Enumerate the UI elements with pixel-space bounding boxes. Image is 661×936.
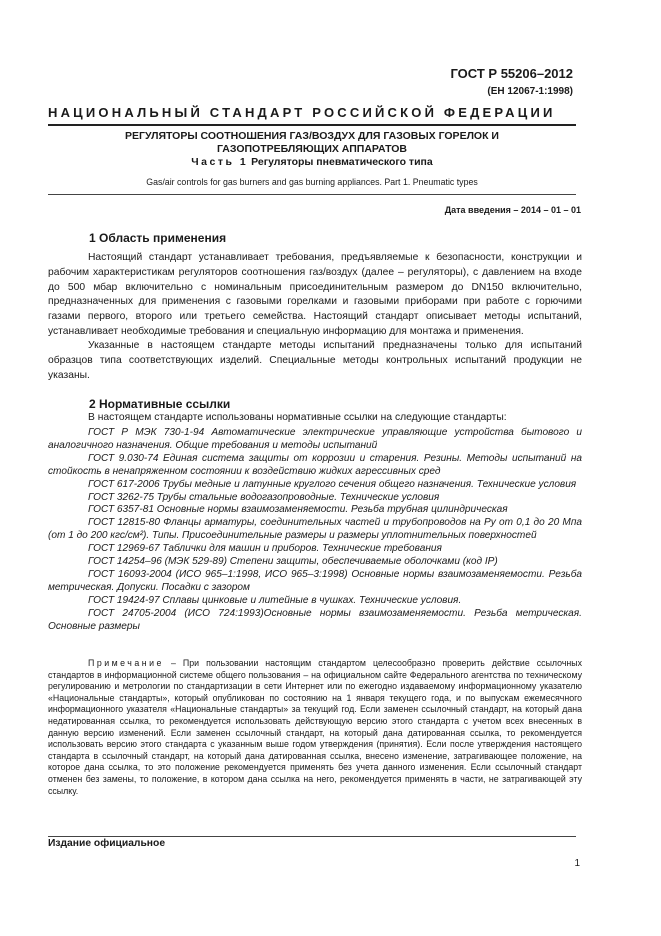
national-standard-banner: НАЦИОНАЛЬНЫЙ СТАНДАРТ РОССИЙСКОЙ ФЕДЕРАЦИИ [48, 105, 556, 120]
top-rule [48, 124, 576, 126]
reference-item: ГОСТ 19424-97 Сплавы цинковые и литейные в чушках. Технические условия. [88, 594, 462, 606]
part-title [48, 156, 576, 168]
section-1-paragraph-1: Настоящий стандарт устанавливает требования, предъявляемые к безопасности, конструкции и рабочим характеристикам регуляторов соотношения газ/воздух (далее – регуляторы), с давлением на входе до 500 мбар включительно с номинальным присоединительным размером до DN150 включительно, предназначенных для применения с газовыми горелками и газовыми приборами при работе с горючими газами первого, второго или третьего семейства. Настоящий стандарт описывает методы испытаний, устанавливает необходимые требования и специальную информацию для монтажа и применения. [48, 252, 582, 337]
official-edition-label: Издание официальное [48, 838, 166, 849]
reference-item: ГОСТ 12969-67 Таблички для машин и приборов. Технические требования [88, 543, 442, 555]
document-title [48, 130, 576, 156]
standard-code: ГОСТ Р 55206–2012 [450, 66, 573, 81]
reference-item: ГОСТ 12815-80 Фланцы арматуры, соединительных частей и трубопроводов на Py от 0,1 до 20 Мпа (от 1 до 200 кгс/см²). Типы. Присоединительные размеры и размеры уплотнительных поверхностей [48, 517, 582, 542]
reference-item: ГОСТ 24705-2004 (ИСО 724:1993)Основные нормы взаимозаменяемости. Резьба метрическая. Основные размеры [48, 607, 582, 632]
reference-item: ГОСТ 9.030-74 Единая система защиты от коррозии и старения. Резины. Методы испытаний на стойкость в ненапряженном состоянии к воздействию жидких агрессивных сред [48, 452, 582, 477]
page-number: 1 [574, 858, 580, 869]
reference-item: ГОСТ 14254–96 (МЭК 529-89) Степени защиты, обеспечиваемые оболочками (код IP) [88, 556, 498, 568]
title-rule [48, 194, 576, 195]
section-1-paragraph-2: Указанные в настоящем стандарте методы испытаний предназначены только для испытаний образцов типа соответствующих изделий. Специальные методы контрольных испытаний продукции не указаны. [48, 340, 582, 381]
part-name: Регуляторы пневматического типа [251, 156, 433, 168]
section-2-intro: В настоящем стандарте использованы нормативные ссылки на следующие стандарты: [88, 412, 507, 423]
en-code: (ЕН 12067-1:1998) [487, 86, 573, 97]
footer-rule [48, 836, 576, 837]
note-text: – При пользовании настоящим стандартом целесообразно проверить действие ссылочных стандартов в информационной системе общего пользования – на официальном сайте Федерального агентства по техническому регулированию и метрологии по стандартизации в сети Интернет или по ежегодно издаваемому информационному указателю «Национальные стандарты», который опубликован по состоянию на 1 января текущего года, и по выпускам ежемесячного информационного указателя «Национальные стандарты» за текущий год. Если заменен ссылочный стандарт, на который дана недатированная ссылка, то рекомендуется использовать действующую версию этого стандарта с учетом всех внесенных в данную версию изменений. Если заменен ссылочный стандарт, на который дана датированная ссылка, то рекомендуется использовать версию этого стандарта с указанным выше годом утверждения (принятия). Если после утверждения настоящего стандарта в ссылочный стандарт, на который дана датированная ссылка, внесено изменение, затрагивающее положение, на которое дана ссылка, то это положение рекомендуется применять без учета данного изменения. Если ссылочный стандарт отменен без замены, то положение, в котором дана ссылка на него, рекомендуется применять в части, не затрагивающей эту ссылку. [48, 658, 582, 796]
reference-item: ГОСТ 16093-2004 (ИСО 965–1:1998, ИСО 965–3:1998) Основные нормы взаимозаменяемости. Резьба метрическая. Допуски. Посадки с зазором [48, 568, 582, 593]
reference-item: ГОСТ 6357-81 Основные нормы взаимозаменяемости. Резьба трубная цилиндрическая [88, 504, 508, 516]
introduction-date: Дата введения – 2014 – 01 – 01 [444, 205, 581, 215]
reference-item: ГОСТ 3262-75 Трубы стальные водогазопроводные. Технические условия [88, 491, 440, 503]
part-label: Часть 1 [191, 156, 249, 168]
title-line-1: РЕГУЛЯТОРЫ СООТНОШЕНИЯ ГАЗ/ВОЗДУХ ДЛЯ ГАЗОВЫХ ГОРЕЛОК И [125, 130, 499, 142]
note-label: Примечание [88, 658, 164, 668]
normative-references-list [48, 427, 582, 634]
title-line-2: ГАЗОПОТРЕБЛЯЮЩИХ АППАРАТОВ [217, 143, 407, 155]
section-2-heading: 2 Нормативные ссылки [89, 397, 231, 411]
references-note [48, 658, 582, 797]
reference-item: ГОСТ Р МЭК 730-1-94 Автоматические электрические управляющие устройства бытового и аналогичного назначения. Общие требования и методы испытаний [48, 427, 582, 451]
english-title: Gas/air controls for gas burners and gas burning appliances. Part 1. Pneumatic types [146, 177, 478, 187]
section-1-heading: 1 Область применения [89, 231, 227, 245]
reference-item: ГОСТ 617-2006 Трубы медные и латунные круглого сечения общего назначения. Технические условия [88, 478, 577, 490]
